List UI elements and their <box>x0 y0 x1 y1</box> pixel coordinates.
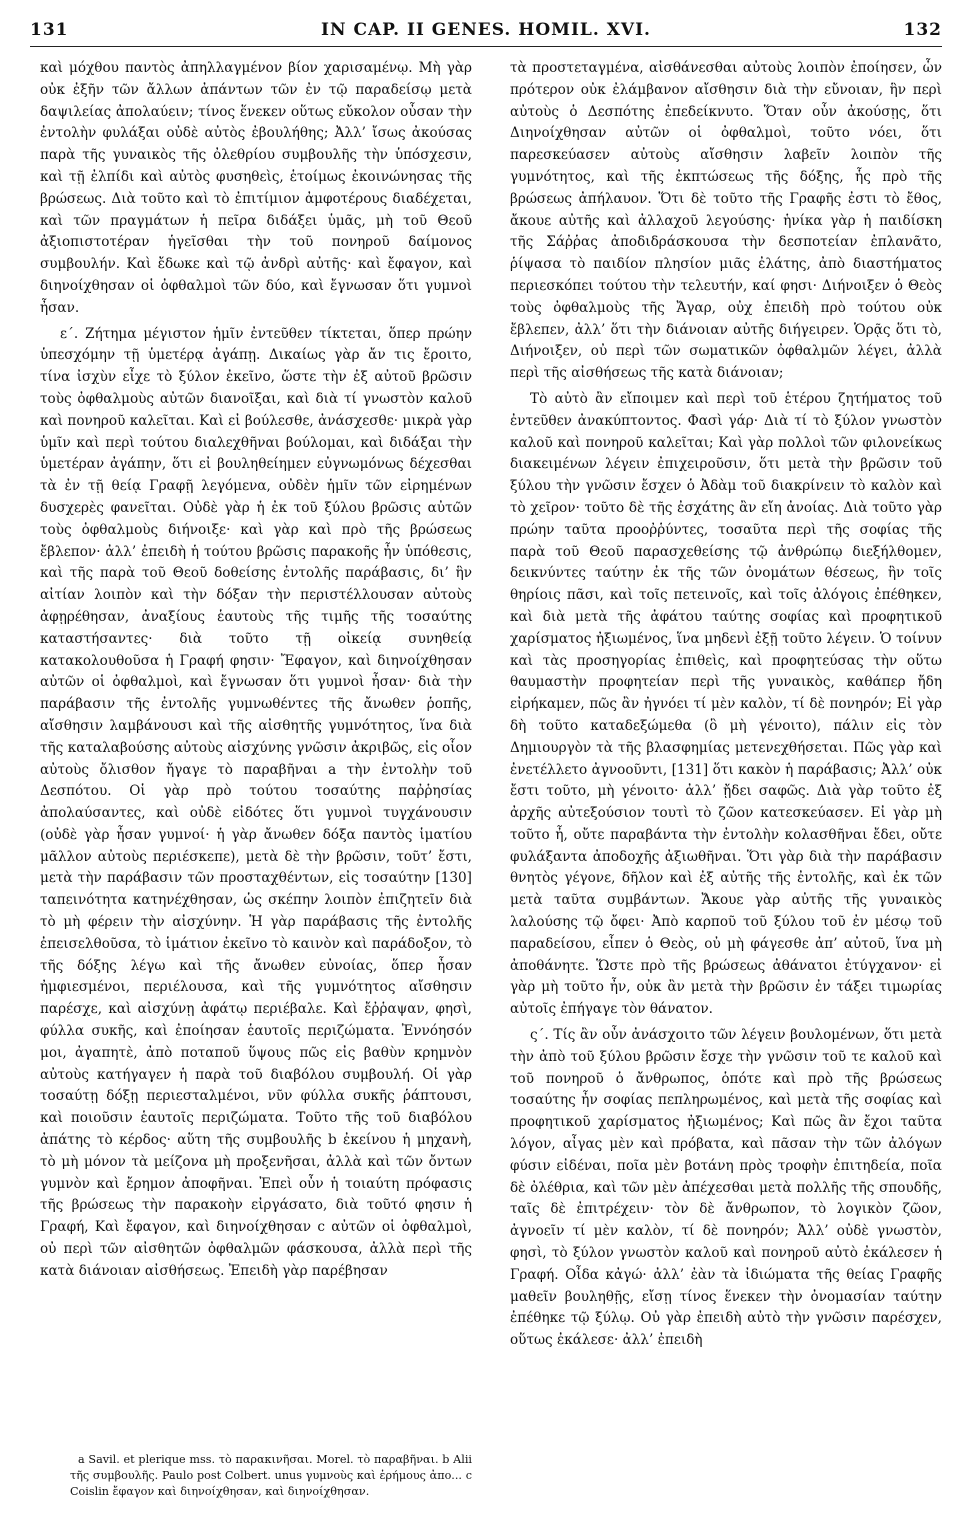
right-column <box>510 58 942 1352</box>
left-column <box>40 58 472 1283</box>
footnotes <box>70 1452 472 1500</box>
page-number-left: 131 <box>30 20 69 40</box>
running-header <box>30 16 942 47</box>
paragraph: Τὸ αὐτὸ ἂν εἴποιμεν καὶ περὶ τοῦ ἑτέρου ζητήματος τοῦ ἐντεῦθεν ἀνακύπτοντος. Φασὶ γάρ· Διὰ τί τὸ ξύλον γνωστὸν καλοῦ καὶ πονηροῦ καλεῖται; Καὶ γὰρ πολλοὶ τῶν φιλονείκως διακειμένων λέγειν ἐπιχειροῦσιν, ὅτι μετὰ τὴν βρῶσιν τοῦ ξύλου τὴν γνῶσιν ἔσχεν ὁ Ἀδὰμ τοῦ διακρίνειν τὸ καλὸν καὶ τὸ χεῖρον· τοῦτο δὲ τῆς ἐσχάτης ἂν εἴη ἀνοίας. Διὰ τοῦτο γὰρ πρώην ταῦτα προοῤῥύντες, τοσαῦτα περὶ τῆς σοφίας τῆς παρὰ τοῦ Θεοῦ παρασχεθείσης τῷ ἀνθρώπῳ διεξήλθομεν, δεικνύντες ταύτην ἐκ τῆς τῶν ὀνομάτων θέσεως, ἣν τοῖς θηρίοις πᾶσι, καὶ τοῖς πετεινοῖς, καὶ τοῖς ἀλόγοις ἐπέθηκεν, καὶ διὰ μετὰ τῆς ἀφάτου ταύτης σοφίας καὶ προφητικοῦ χαρίσματος ἠξιωμένος, ἵνα μηδενὶ ἐξῇ τοῦτο λέγειν. Ὁ τοίνυν καὶ τὰς προσηγορίας ἐπιθεὶς, καὶ προφητεύσας τὴν οὕτω θαυμαστὴν προφητείαν περὶ τῆς γυναικὸς, καθάπερ ἤδη εἰρήκαμεν, πῶς ἂν ἠγνόει τί μὲν καλὸν, τί δὲ πονηρόν; Εἰ γὰρ δὴ τοῦτο καταδεξώμεθα (ὃ μὴ γένοιτο), πάλιν εἰς τὸν Δημιουργὸν τὰ τῆς βλασφημίας μετενεχθήσεται. Πῶς γὰρ καὶ ἐνετέλλετο ἀγνοοῦντι, [131] ὅτι κακὸν ἡ παράβασις; Ἀλλ’ οὐκ ἔστι τοῦτο, μὴ γένοιτο· ἀλλ’ ᾔδει σαφῶς. Διὰ γὰρ τοῦτο ἐξ ἀρχῆς αὐτεξούσιον τουτὶ τὸ ζῶον κατεσκεύασεν. Εἰ γὰρ μὴ τοῦτο ἦ, οὔτε παραβάντα τὴν ἐντολὴν κολασθῆναι ἔδει, οὔτε φυλάξαντα ἀποδοχῆς ἀξιωθῆναι. Ὅτι γὰρ διὰ τὴν παράβασιν θνητὸς γέγονε, δῆλον καὶ ἐξ αὐτῆς τῆς ἐντολῆς, καὶ ἐκ τῶν μετὰ ταῦτα συμβάντων. Ἄκουε γὰρ αὐτῆς τῆς γυναικὸς λαλούσης τῷ ὄφει· Ἀπὸ καρποῦ τοῦ ξύλου τοῦ ἐν μέσῳ τοῦ παραδείσου, εἶπεν ὁ Θεὸς, οὐ μὴ φάγεσθε ἀπ’ αὐτοῦ, ἵνα μὴ ἀποθάνητε. Ὥστε πρὸ τῆς βρώσεως ἀθάνατοι ἐτύγχανον· εἰ γὰρ μὴ τοῦτο ἦν, οὐκ ἂν μετὰ τὴν βρῶσιν ἐν τάξει τιμωρίας αὐτοῖς ἐπήγαγε τὸν θάνατον. <box>510 390 942 1018</box>
footnote-text: a Savil. et plerique mss. τὸ παρακινῆσαι. Morel. τὸ παραβῆναι. b Alii τῆς συμβουλῆς. Paulo post Colbert. unus γυμνοὺς καὶ ἐρήμους ἀπο... c Coislin ἔφαγον καὶ διηνοίχθησαν, καὶ διηνοίχθησαν. <box>70 1453 472 1498</box>
paragraph: ε΄. Ζήτημα μέγιστον ἡμῖν ἐντεῦθεν τίκτεται, ὅπερ πρώην ὑπεσχόμην τῇ ὑμετέρᾳ ἀγάπῃ. Δικαίως γὰρ ἄν τις ἔροιτο, τίνα ἰσχὺν εἶχε τὸ ξύλον ἐκεῖνο, ὥστε τὴν ἐξ αὐτοῦ βρῶσιν τοὺς ὀφθαλμοὺς αὐτῶν διανοῖξαι, καὶ διὰ τί γνωστὸν καλοῦ καὶ πονηροῦ καλεῖται. Καὶ εἰ βούλεσθε, ἀνάσχεσθε· μικρὰ γὰρ ὑμῖν καὶ περὶ τούτου διαλεχθῆναι βούλομαι, καὶ διδάξαι τὴν ὑμετέραν ἀγάπην, ὅτι εἰ βουληθείημεν εὐγνωμόνως δέχεσθαι τὰ ἐν τῇ θείᾳ Γραφῇ λεγόμενα, οὐδὲν ἡμῖν τῶν εἰρημένων δυσχερὲς φανεῖται. Οὐδὲ γὰρ ἡ ἐκ τοῦ ξύλου βρῶσις αὐτῶν τοὺς ὀφθαλμοὺς διήνοιξε· καὶ γὰρ καὶ πρὸ τῆς βρώσεως ἔβλεπον· ἀλλ’ ἐπειδὴ ἡ τούτου βρῶσις παρακοῆς ἦν ὑπόθεσις, καὶ τῆς παρὰ τοῦ Θεοῦ δοθείσης ἐντολῆς παράβασις, δι’ ἣν αἰτίαν λοιπὸν καὶ τὴν δόξαν τὴν περιστέλλουσαν αὐτοὺς ἀφῃρέθησαν, ἀναξίους ἑαυτοὺς τῆς τιμῆς τῆς τοσαύτης καταστήσαντες· διὰ τοῦτο τῇ οἰκείᾳ συνηθείᾳ κατακολουθοῦσα ἡ Γραφή φησιν· Ἔφαγον, καὶ διηνοίχθησαν αὐτῶν οἱ ὀφθαλμοὶ, καὶ ἔγνωσαν ὅτι γυμνοὶ ἦσαν· διὰ τὴν παράβασιν τῆς ἐντολῆς γυμνωθέντες τῆς ἄνωθεν ῥοπῆς, αἴσθησιν λαμβάνουσι καὶ τῆς αἰσθητῆς γυμνότητος, ἵνα διὰ τῆς καταλαβούσης αὐτοὺς αἰσχύνης γνῶσιν ἀκριβῶς, εἰς οἷον αὐτοὺς ὄλισθον ἤγαγε τὸ παραβῆναι a τὴν ἐντολὴν τοῦ Δεσπότου. Οἱ γὰρ πρὸ τούτου τοσαύτης παῤῥησίας ἀπολαύσαντες, καὶ οὐδὲ εἰδότες ὅτι γυμνοὶ τυγχάνουσιν (οὐδὲ γὰρ ἦσαν γυμνοί· ἡ γὰρ ἄνωθεν δόξα παντὸς ἱματίου μᾶλλον αὐτοὺς περιέσκεπε), μετὰ δὲ τὴν βρῶσιν, τοῦτ’ ἔστι, μετὰ τὴν παράβασιν τῶν προσταχθέντων, εἰς τοσαύτην [130] ταπεινότητα κατηνέχθησαν, ὡς σκέπην λοιπὸν ἐπιζητεῖν διὰ τὸ μὴ φέρειν τὴν αἰσχύνην. Ἡ γὰρ παράβασις τῆς ἐντολῆς ἐπεισελθοῦσα, τὸ ἱμάτιον ἐκεῖνο τὸ καινὸν καὶ παράδοξον, τὸ τῆς δόξης λέγω καὶ τῆς ἄνωθεν εὐνοίας, ὅπερ ἦσαν ἠμφιεσμένοι, περιέλουσα, καὶ τῆς γυμνότητος αἴσθησιν παρέσχε, καὶ αἰσχύνῃ ἀφάτῳ περιέβαλε. Καὶ ἔῤῥαψαν, φησὶ, φύλλα συκῆς, καὶ ἐποίησαν ἑαυτοῖς περιζώματα. Ἐννόησόν μοι, ἀγαπητὲ, ἀπὸ ποταποῦ ὕψους πῶς εἰς βαθὺν κρημνὸν αὐτοὺς κατήγαγεν ἡ παρὰ τοῦ διαβόλου συμβουλή. Οἱ γὰρ τοσαύτῃ δόξῃ περιεσταλμένοι, νῦν φύλλα συκῆς ῥάπτουσι, καὶ ποιοῦσιν ἑαυτοῖς περιζώματα. Τοῦτο τῆς τοῦ διαβόλου ἀπάτης τὸ κέρδος· αὕτη τῆς συμβουλῆς b ἐκείνου ἡ μηχανὴ, τὸ μὴ μόνον τὰ μείζονα μὴ προξενῆσαι, ἀλλὰ καὶ τῶν ὄντων γυμνὸν καὶ ἔρημον ἀποφῆναι. Ἐπεὶ οὖν ἡ τοιαύτη πρόφασις τῆς βρώσεως τὴν παρακοὴν εἰργάσατο, διὰ τοῦτό φησιν ἡ Γραφή, Καὶ ἔφαγον, καὶ διηνοίχθησαν c αὐτῶν οἱ ὀφθαλμοὶ, οὐ περὶ τῶν αἰσθητῶν ὀφθαλμῶν φάσκουσα, ἀλλὰ περὶ τῆς κατὰ διάνοιαν αἰσθήσεως. Ἐπειδὴ γὰρ παρέβησαν <box>40 325 472 1279</box>
paragraph: τὰ προστεταγμένα, αἰσθάνεσθαι αὐτοὺς λοιπὸν ἐποίησεν, ὧν πρότερον οὐκ ἐλάμβανον αἴσθησιν διὰ τὴν εὔνοιαν, ἣν περὶ αὐτοὺς ὁ Δεσπότης ἐπεδείκνυτο. Ὅταν οὖν ἀκούσῃς, ὅτι Διηνοίχθησαν αὐτῶν οἱ ὀφθαλμοὶ, τοῦτο νόει, ὅτι παρεσκεύασεν αὐτοὺς αἴσθησιν λαβεῖν λοιπὸν τῆς γυμνότητος, καὶ τῆς ἐκπτώσεως τῆς δόξης, ἧς πρὸ τῆς βρώσεως ἀπήλαυον. Ὅτι δὲ τοῦτο τῆς Γραφῆς ἐστι τὸ ἔθος, ἄκουε αὐτῆς καὶ ἀλλαχοῦ λεγούσης· ἡνίκα γὰρ ἡ παιδίσκη τῆς Σάῤῥας ἀποδιδράσκουσα τὴν δεσποτείαν ἐπλανᾶτο, ῥίψασα τὸ παιδίον πλησίον μιᾶς ἐλάτης, ἀπὸ διαστήματος περιεσκόπει τούτου τὴν τελευτήν, καί φησι· Διήνοιξεν ὁ Θεὸς τοὺς ὀφθαλμοὺς τῆς Ἄγαρ, οὐχ ἐπειδὴ πρὸ τούτου οὐκ ἔβλεπεν, ἀλλ’ ὅτι τὴν διάνοιαν αὐτῆς διήγειρεν. Ὁρᾷς ὅτι τὸ, Διήνοιξεν, οὐ περὶ τῶν σωματικῶν ὀφθαλμῶν λέγει, ἀλλὰ περὶ τῆς αἰσθήσεως τῆς κατὰ διάνοιαν; <box>510 60 942 382</box>
page-number-right: 132 <box>903 20 942 40</box>
running-title: IN CAP. II GENES. HOMIL. XVI. <box>321 20 651 40</box>
paragraph: καὶ μόχθου παντὸς ἀπηλλαγμένον βίον χαρισαμένῳ. Μὴ γὰρ οὐκ ἐξῆν τῶν ἄλλων ἀπάντων τῶν ἐν τῷ παραδείσῳ μετὰ δαψιλείας ἀπολαύειν; τίνος ἕνεκεν οὕτως εὔκολον οὖσαν τὴν ἐντολὴν φυλάξαι οὐδὲ αὐτὸς ἐβουλήθης; Ἀλλ’ ἴσως ἀκούσας παρὰ τῆς γυναικὸς τῆς ὀλεθρίου συμβουλῆς τὴν ὑπόσχεσιν, καὶ τῇ ἐλπίδι καὶ αὐτὸς φυσηθεὶς, ἑτοίμως ἐκοινώνησας τῆς βρώσεως. Διὰ τοῦτο καὶ τὸ ἐπιτίμιον ἀμφοτέρους διαδέχεται, καὶ τῶν πραγμάτων ἡ πεῖρα διδάξει ὑμᾶς, μὴ τοῦ Θεοῦ ἀξιοπιστοτέραν ἡγεῖσθαι τὴν τοῦ πονηροῦ δαίμονος συμβουλήν. Καὶ ἔδωκε καὶ τῷ ἀνδρὶ αὐτῆς· καὶ ἔφαγον, καὶ διηνοίχθησαν οἱ ὀφθαλμοὶ τῶν δύο, καὶ ἔγνωσαν ὅτι γυμνοὶ ἦσαν. <box>40 60 472 316</box>
paragraph: ς΄. Τίς ἂν οὖν ἀνάσχοιτο τῶν λέγειν βουλομένων, ὅτι μετὰ τὴν ἀπὸ τοῦ ξύλου βρῶσιν ἔσχε τὴν γνῶσιν τοῦ τε καλοῦ καὶ τοῦ πονηροῦ ὁ ἄνθρωπος, ὁπότε καὶ πρὸ τῆς βρώσεως τοσαύτης ἦν σοφίας πεπληρωμένος, καὶ μετὰ τῆς σοφίας καὶ προφητικοῦ χαρίσματος ἠξιωμένος; Καὶ πῶς ἂν ἔχοι ταῦτα λόγον, αἶγας μὲν καὶ πρόβατα, καὶ πᾶσαν τὴν τῶν ἀλόγων φύσιν εἰδέναι, ποῖα μὲν βοτάνη πρὸς τροφὴν ἐπιτηδεία, ποῖα δὲ ὀλέθρια, καὶ τῶν μὲν ἀπέχεσθαι μετὰ πολλῆς τῆς σπουδῆς, ταῖς δὲ ἐπιτρέχειν· τὸν δὲ ἄνθρωπον, τὸ λογικὸν ζῶον, ἀγνοεῖν τί μὲν καλὸν, τί δὲ πονηρόν; Ἀλλ’ οὐδὲ γνωστὸν, φησὶ, τὸ ξύλον γνωστὸν καλοῦ καὶ πονηροῦ αὐτὸ ἐκάλεσεν ἡ Γραφή. Οἶδα κἀγώ· ἀλλ’ ἐὰν τὰ ἰδιώματα τῆς θείας Γραφῆς μαθεῖν βουληθῇς, εἴσῃ τίνος ἕνεκεν τὴν ὀνομασίαν ταύτην ἐπέθηκε τῷ ξύλῳ. Οὐ γὰρ ἐπειδὴ αὐτὸ τὴν γνῶσιν παρέσχεν, οὕτως ἐκάλεσε· ἀλλ’ ἐπειδὴ <box>510 1027 942 1349</box>
